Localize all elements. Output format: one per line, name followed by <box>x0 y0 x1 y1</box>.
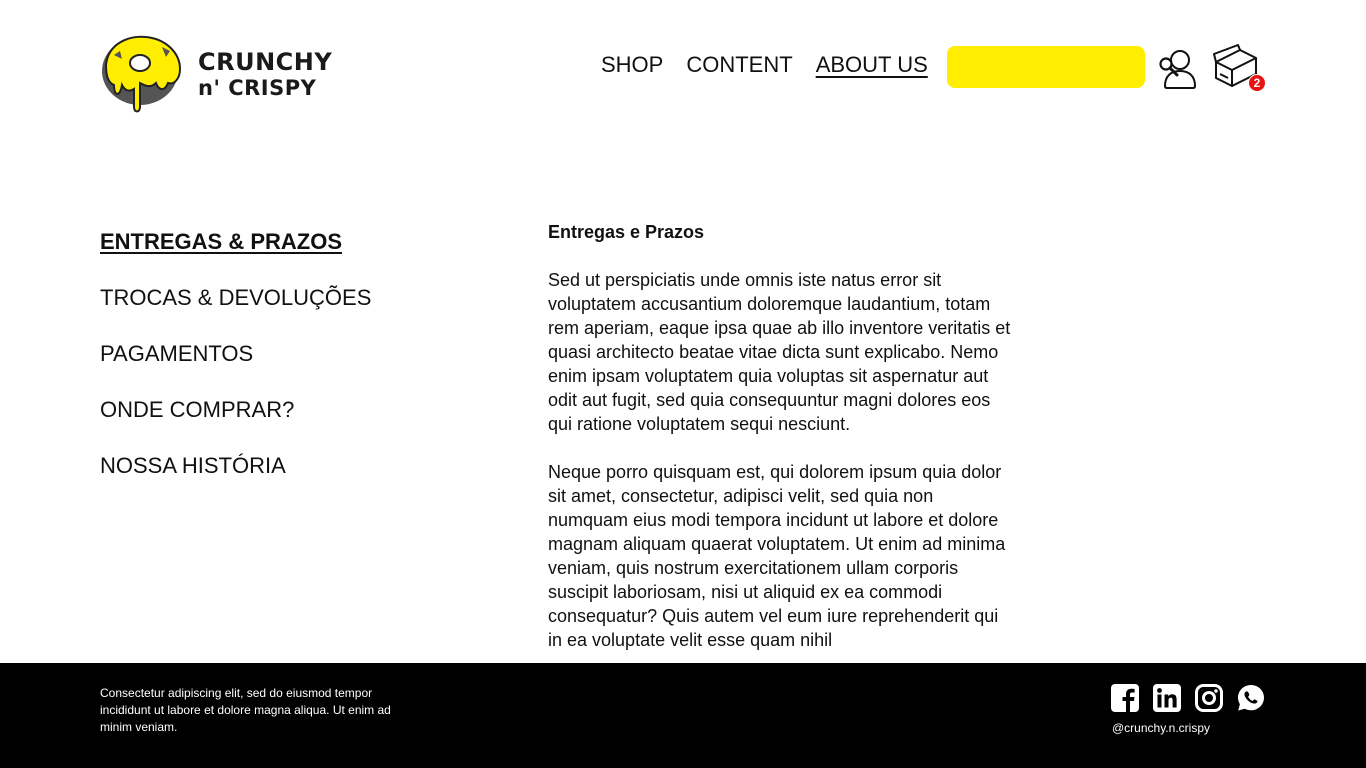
social-handle[interactable]: @crunchy.n.crispy <box>1112 721 1210 735</box>
sidebar-item-onde-comprar[interactable]: ONDE COMPRAR? <box>100 397 295 422</box>
sidebar-item-nossa-historia[interactable]: NOSSA HISTÓRIA <box>100 453 286 478</box>
search-input[interactable] <box>947 46 1158 88</box>
linkedin-icon[interactable] <box>1153 684 1181 712</box>
facebook-icon[interactable] <box>1111 684 1139 712</box>
cart-count-badge: 2 <box>1248 74 1266 92</box>
info-sidebar <box>100 226 371 506</box>
content-title: Entregas e Prazos <box>548 222 705 242</box>
user-account-icon[interactable] <box>1163 48 1197 90</box>
footer-text: Consectetur adipiscing elit, sed do eiusmod tempor incididunt ut labore et dolore magna aliqua. Ut enim ad minim veniam. <box>100 686 391 734</box>
nav-shop[interactable]: SHOP <box>601 52 664 77</box>
sidebar-item-entregas-prazos[interactable]: ENTREGAS & PRAZOS <box>100 229 343 254</box>
sidebar-item-pagamentos[interactable]: PAGAMENTOS <box>100 341 254 366</box>
content-paragraph-1: Sed ut perspiciatis unde omnis iste natus error sit voluptatem accusantium doloremque laudantium, totam rem aperiam, eaque ipsa quae ab illo inventore veritatis et quasi architecto beatae vitae dicta sunt explicabo. Nemo enim ipsam voluptatem quia voluptas sit aspernatur aut odit aut fugit, sed quia consequuntur magni dolores eos qui ratione voluptatem sequi nesciunt. <box>548 270 1011 434</box>
nav-content[interactable]: CONTENT <box>686 52 793 77</box>
social-links <box>1111 684 1265 712</box>
nav-about-us[interactable]: ABOUT US <box>815 52 928 77</box>
brand-name-line1: CRUNCHY <box>198 48 333 76</box>
sidebar-item-trocas-devolucoes[interactable]: TROCAS & DEVOLUÇÕES <box>100 285 372 310</box>
main-nav <box>601 52 928 78</box>
brand-name-line2: n' CRISPY <box>198 76 317 100</box>
site-footer <box>0 663 1366 768</box>
content-paragraph-2: Neque porro quisquam est, qui dolorem ipsum quia dolor sit amet, consectetur, adipisci velit, sed quia non numquam eius modi tempora incidunt ut labore et dolore magnam aliquam quaerat voluptatem. Ut enim ad minima veniam, quis nostrum exercitationem ullam corporis suscipit laboriosam, nisi ut aliquid ex ea commodi consequatur? Quis autem vel eum iure reprehenderit qui in ea voluptate velit esse quam nihil <box>548 462 1006 650</box>
search-box <box>947 46 1145 88</box>
content-panel <box>548 220 1013 663</box>
whatsapp-icon[interactable] <box>1237 684 1265 712</box>
brand-logo[interactable] <box>100 33 336 117</box>
donut-logo-icon <box>100 33 184 117</box>
instagram-icon[interactable] <box>1195 684 1223 712</box>
